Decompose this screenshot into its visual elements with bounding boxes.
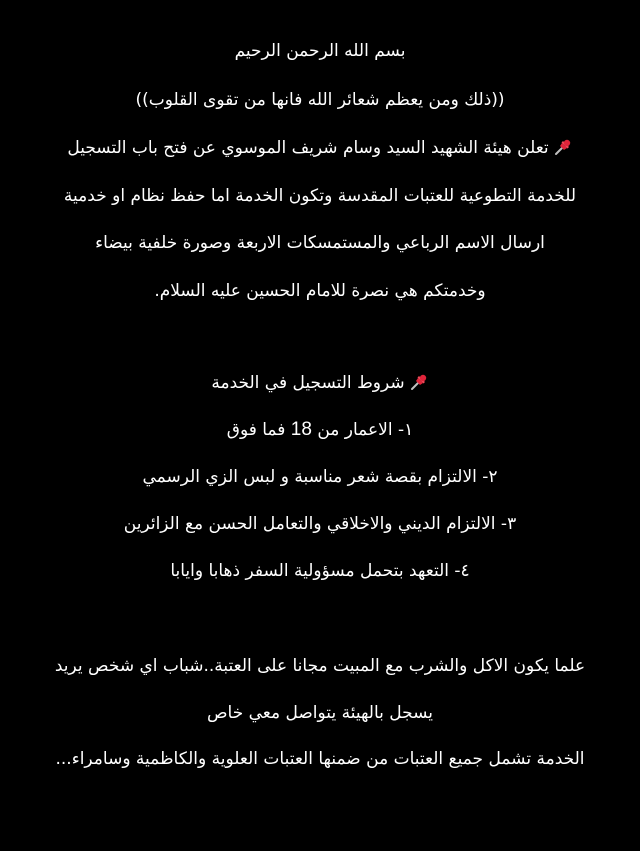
- announcement-line-2: للخدمة التطوعية للعتبات المقدسة وتكون الخدمة اما حفظ نظام او خدمية: [63, 186, 577, 206]
- pushpin-icon: [553, 137, 573, 157]
- condition-item-4: ٤- التعهد بتحمل مسؤولية السفر ذهابا وايابا: [170, 561, 470, 581]
- condition-item-1: [0, 417, 640, 443]
- condition-item-3: ٣- الالتزام الديني والاخلاقي والتعامل الحسن مع الزائرين: [123, 514, 517, 534]
- basmala: بسم الله الرحمن الرحيم: [234, 41, 406, 61]
- note-line-3: الخدمة تشمل جميع العتبات من ضمنها العتبات العلوية والكاظمية وسامراء...: [55, 749, 585, 769]
- conditions-heading: [0, 370, 640, 396]
- quran-verse: ((ذلك ومن يعظم شعائر الله فانها من تقوى القلوب)): [135, 90, 505, 110]
- condition-1-prefix: ١- الاعمار من: [311, 420, 414, 440]
- note-line-1: علما يكون الاكل والشرب مع المبيت مجانا على العتبة..شباب اي شخص يريد: [54, 656, 586, 676]
- condition-item-2: ٢- الالتزام بقصة شعر مناسبة و لبس الزي الرسمي: [142, 467, 498, 487]
- condition-1-suffix: فما فوق: [226, 420, 291, 440]
- note-line-2: يسجل بالهيئة يتواصل معي خاص: [206, 703, 434, 723]
- announcement-text-1: تعلن هيئة الشهيد السيد وسام شريف الموسوي عن فتح باب التسجيل: [67, 138, 549, 158]
- condition-1-age: 18: [290, 419, 312, 440]
- announcement-line-1: [0, 135, 640, 161]
- announcement-line-4: وخدمتكم هي نصرة للامام الحسين عليه السلام.: [154, 281, 486, 301]
- pushpin-icon: [409, 372, 429, 392]
- announcement-line-3: ارسال الاسم الرباعي والمستمسكات الاربعة وصورة خلفية بيضاء: [95, 233, 545, 253]
- conditions-heading-text: شروط التسجيل في الخدمة: [211, 373, 405, 393]
